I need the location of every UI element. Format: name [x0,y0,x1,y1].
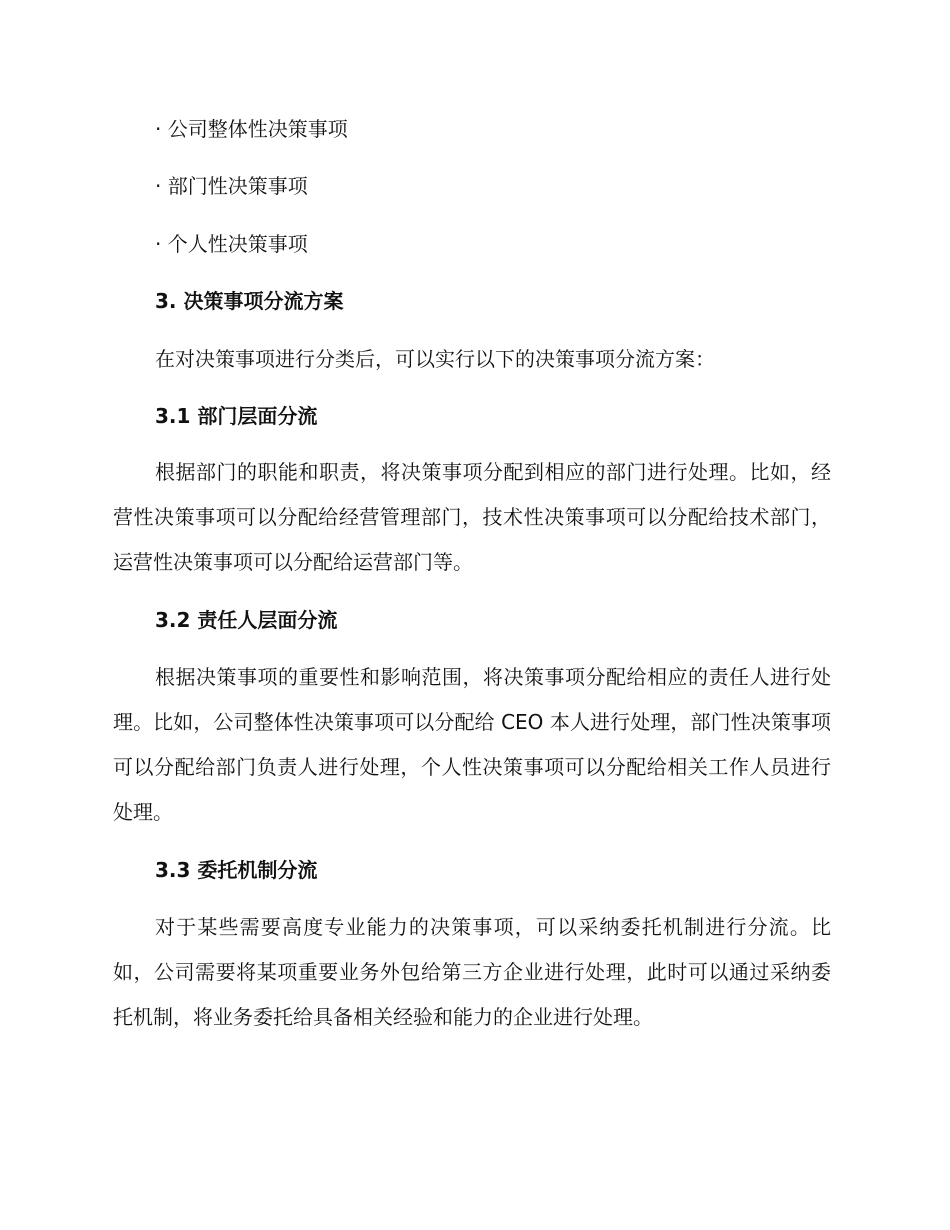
section-3-heading: 3. 决策事项分流方案 [155,289,344,313]
section-3-2-heading: 3.2 责任人层面分流 [155,608,338,632]
section-3-3-heading: 3.3 委托机制分流 [155,858,318,882]
section-3-3-body: 对于某些需要高度专业能力的决策事项，可以采纳委托机制进行分流。比如，公司需要将某项重要业务外包给第三方企业进行处理，此时可以通过采纳委托机制，将业务委托给具备相关经验和能力的企业进行处理。 [113,915,831,1029]
section-3-2-body: 根据决策事项的重要性和影响范围，将决策事项分配给相应的责任人进行处理。比如，公司整体性决策事项可以分配给 CEO 本人进行处理，部门性决策事项可以分配给部门负责人进行处理，个人性决策事项可以分配给相关工作人员进行处理。 [113,665,831,824]
bullet-item-company: · 公司整体性决策事项 [155,117,348,141]
section-3-1-heading: 3.1 部门层面分流 [155,404,318,428]
section-3-1-body: 根据部门的职能和职责，将决策事项分配到相应的部门进行处理。比如，经营性决策事项可以分配给经营管理部门，技术性决策事项可以分配给技术部门，运营性决策事项可以分配给运营部门等。 [113,460,831,574]
bullet-item-personal: · 个人性决策事项 [155,232,308,256]
bullet-item-department: · 部门性决策事项 [155,174,308,198]
section-3-intro: 在对决策事项进行分类后，可以实行以下的决策事项分流方案： [155,347,715,371]
